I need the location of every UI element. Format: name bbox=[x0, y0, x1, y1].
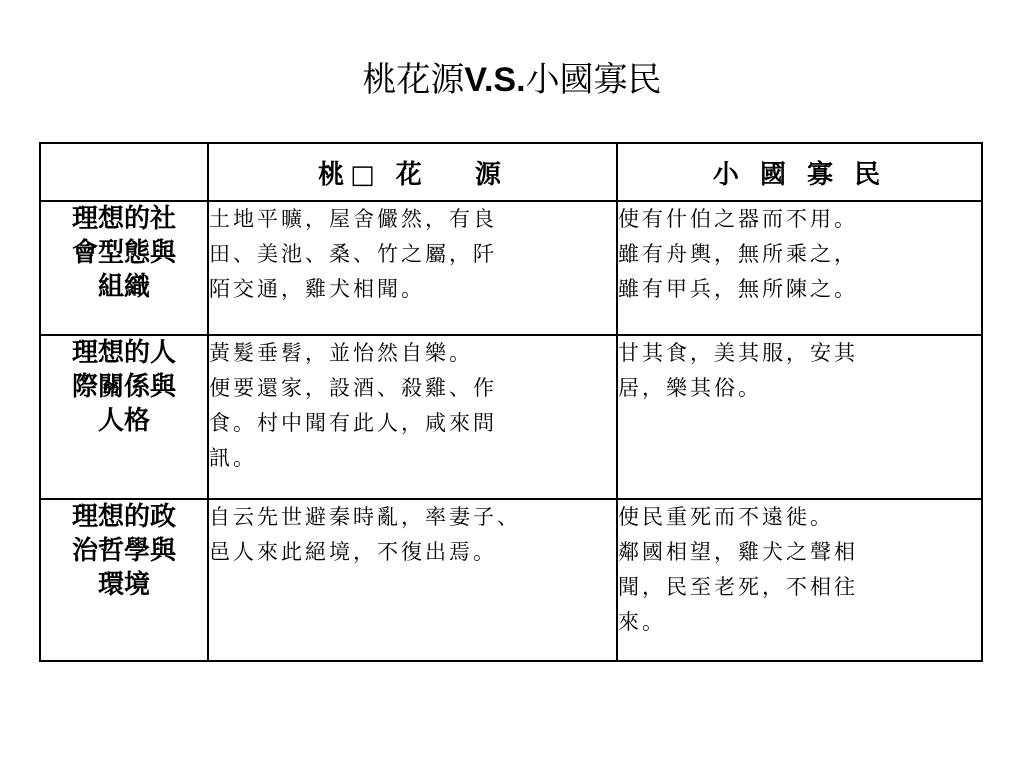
cell-relations-xiaoguo: 甘其食，美其服，安其 居，樂其俗。 bbox=[617, 335, 982, 499]
title-part-2: V.S. bbox=[464, 61, 526, 99]
row-header-society: 理想的社 會型態與 組織 bbox=[40, 201, 208, 335]
header-corner-cell bbox=[40, 143, 208, 201]
title-part-1: 桃花源 bbox=[362, 60, 465, 100]
cell-relations-taohuayuan: 黃髮垂髫，並怡然自樂。 便要還家，設酒、殺雞、作 食。村中聞有此人，咸來問 訊。 bbox=[208, 335, 617, 499]
comparison-table bbox=[39, 142, 983, 662]
cell-society-taohuayuan: 土地平曠，屋舍儼然，有良 田、美池、桑、竹之屬，阡 陌交通，雞犬相聞。 bbox=[208, 201, 617, 335]
cell-society-xiaoguo: 使有什伯之器而不用。 雖有舟輿，無所乘之， 雖有甲兵，無所陳之。 bbox=[617, 201, 982, 335]
title-part-3: 小國寡民 bbox=[525, 60, 662, 100]
cell-politics-xiaoguo: 使民重死而不遠徙。 鄰國相望，雞犬之聲相 聞，民至老死，不相往 來。 bbox=[617, 499, 982, 661]
row-header-relations: 理想的人 際關係與 人格 bbox=[40, 335, 208, 499]
table-row bbox=[40, 201, 982, 335]
cell-politics-taohuayuan: 自云先世避秦時亂，率妻子、 邑人來此絕境，不復出焉。 bbox=[208, 499, 617, 661]
header-taohuayuan: 桃□ 花 源 bbox=[208, 143, 617, 201]
row-header-politics: 理想的政 治哲學與 環境 bbox=[40, 499, 208, 661]
table-header-row bbox=[40, 143, 982, 201]
table-row bbox=[40, 335, 982, 499]
table-row bbox=[40, 499, 982, 661]
header-xiaoguoguamin: 小 國 寡 民 bbox=[617, 143, 982, 201]
slide-title bbox=[0, 58, 1024, 102]
